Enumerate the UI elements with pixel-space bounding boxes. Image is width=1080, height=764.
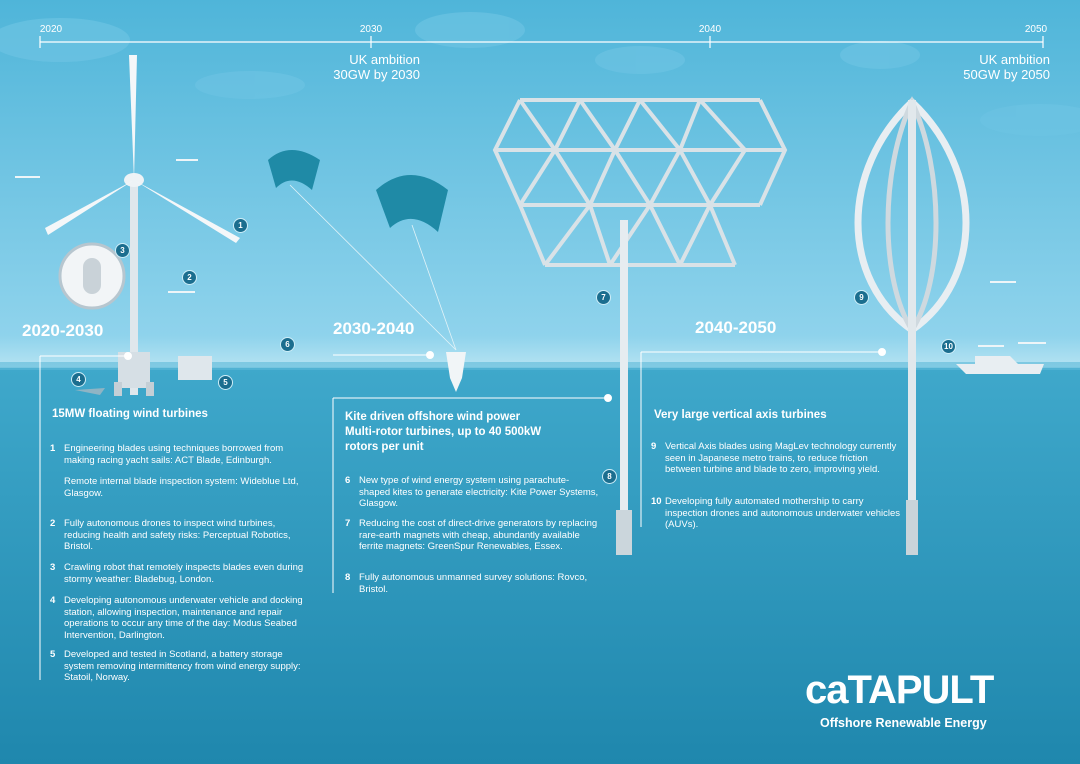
badge-7: 7 <box>596 290 611 305</box>
badge-5: 5 <box>218 375 233 390</box>
catapult-logo: caTAPULT <box>805 668 994 712</box>
badge-8: 8 <box>602 469 617 484</box>
year-2040: 2040 <box>698 24 722 35</box>
list-item: 4 Developing autonomous underwater vehicle and docking station, allowing inspection, maintenance and repair operations to occur any time of the day: Modus Seabed Intervention, Darlington. <box>50 595 303 641</box>
list-item: 5 Developed and tested in Scotland, a battery storage system removing intermittency from wind energy supply: Statoil, Norway. <box>50 649 301 683</box>
period-2040-2050: 2040-2050 <box>695 318 777 337</box>
ambition-2050: UK ambition 50GW by 2050 <box>963 52 1050 82</box>
ambition-2030: UK ambition 30GW by 2030 <box>333 52 420 82</box>
period-2030-2040: 2030-2040 <box>333 319 415 338</box>
badge-4: 4 <box>71 372 86 387</box>
mothership <box>956 356 1044 374</box>
badge-3: 3 <box>115 243 130 258</box>
list-item: 8 Fully autonomous unmanned survey solutions: Rovco, Bristol. <box>345 572 588 595</box>
logo-subtitle: Offshore Renewable Energy <box>820 716 987 730</box>
list-item: 3 Crawling robot that remotely inspects blades even during stormy weather: Bladebug, London. <box>50 562 304 585</box>
list-item: 1 Engineering blades using techniques borrowed from making racing yacht sails: ACT Blade, Edinburgh. Remote internal blade inspection system: Wideblue Ltd, Glasgow. <box>50 443 299 499</box>
period-2020-2030: 2020-2030 <box>22 321 104 340</box>
list-item: 10 Developing fully automated mothership to carry inspection drones and autonomous underwater vehicles (AUVs). <box>651 496 901 530</box>
badge-9: 9 <box>854 290 869 305</box>
year-2050: 2050 <box>1024 24 1048 35</box>
section-2-title: Kite driven offshore wind power Multi-rotor turbines, up to 40 500kW rotors per unit <box>345 411 542 453</box>
year-2020: 2020 <box>39 24 63 35</box>
badge-10: 10 <box>941 339 956 354</box>
badge-1: 1 <box>233 218 248 233</box>
list-item: 7 Reducing the cost of direct-drive generators by replacing rare-earth magnets with cheap, abundantly available ferrite magnets: GreenSpur Renewables, Essex. <box>345 518 598 552</box>
year-2030: 2030 <box>359 24 383 35</box>
kites <box>268 150 466 392</box>
badge-6: 6 <box>280 337 295 352</box>
list-item: 9 Vertical Axis blades using MagLev technology currently seen in Japanese metro trains, to reduce friction between turbine and blade to zero, improving yield. <box>651 441 897 475</box>
badge-2: 2 <box>182 270 197 285</box>
floating-wind-turbine <box>45 55 240 396</box>
section-3-title: Very large vertical axis turbines <box>654 409 827 421</box>
list-item: 2 Fully autonomous drones to inspect wind turbines, reducing health and safety risks: Perceptual Robotics, Bristol. <box>50 518 291 552</box>
list-item: 6 New type of wind energy system using parachute-shaped kites to generate electricity: Kite Power Systems, Glasgow. <box>345 475 599 509</box>
section-1-title: 15MW floating wind turbines <box>52 408 208 420</box>
